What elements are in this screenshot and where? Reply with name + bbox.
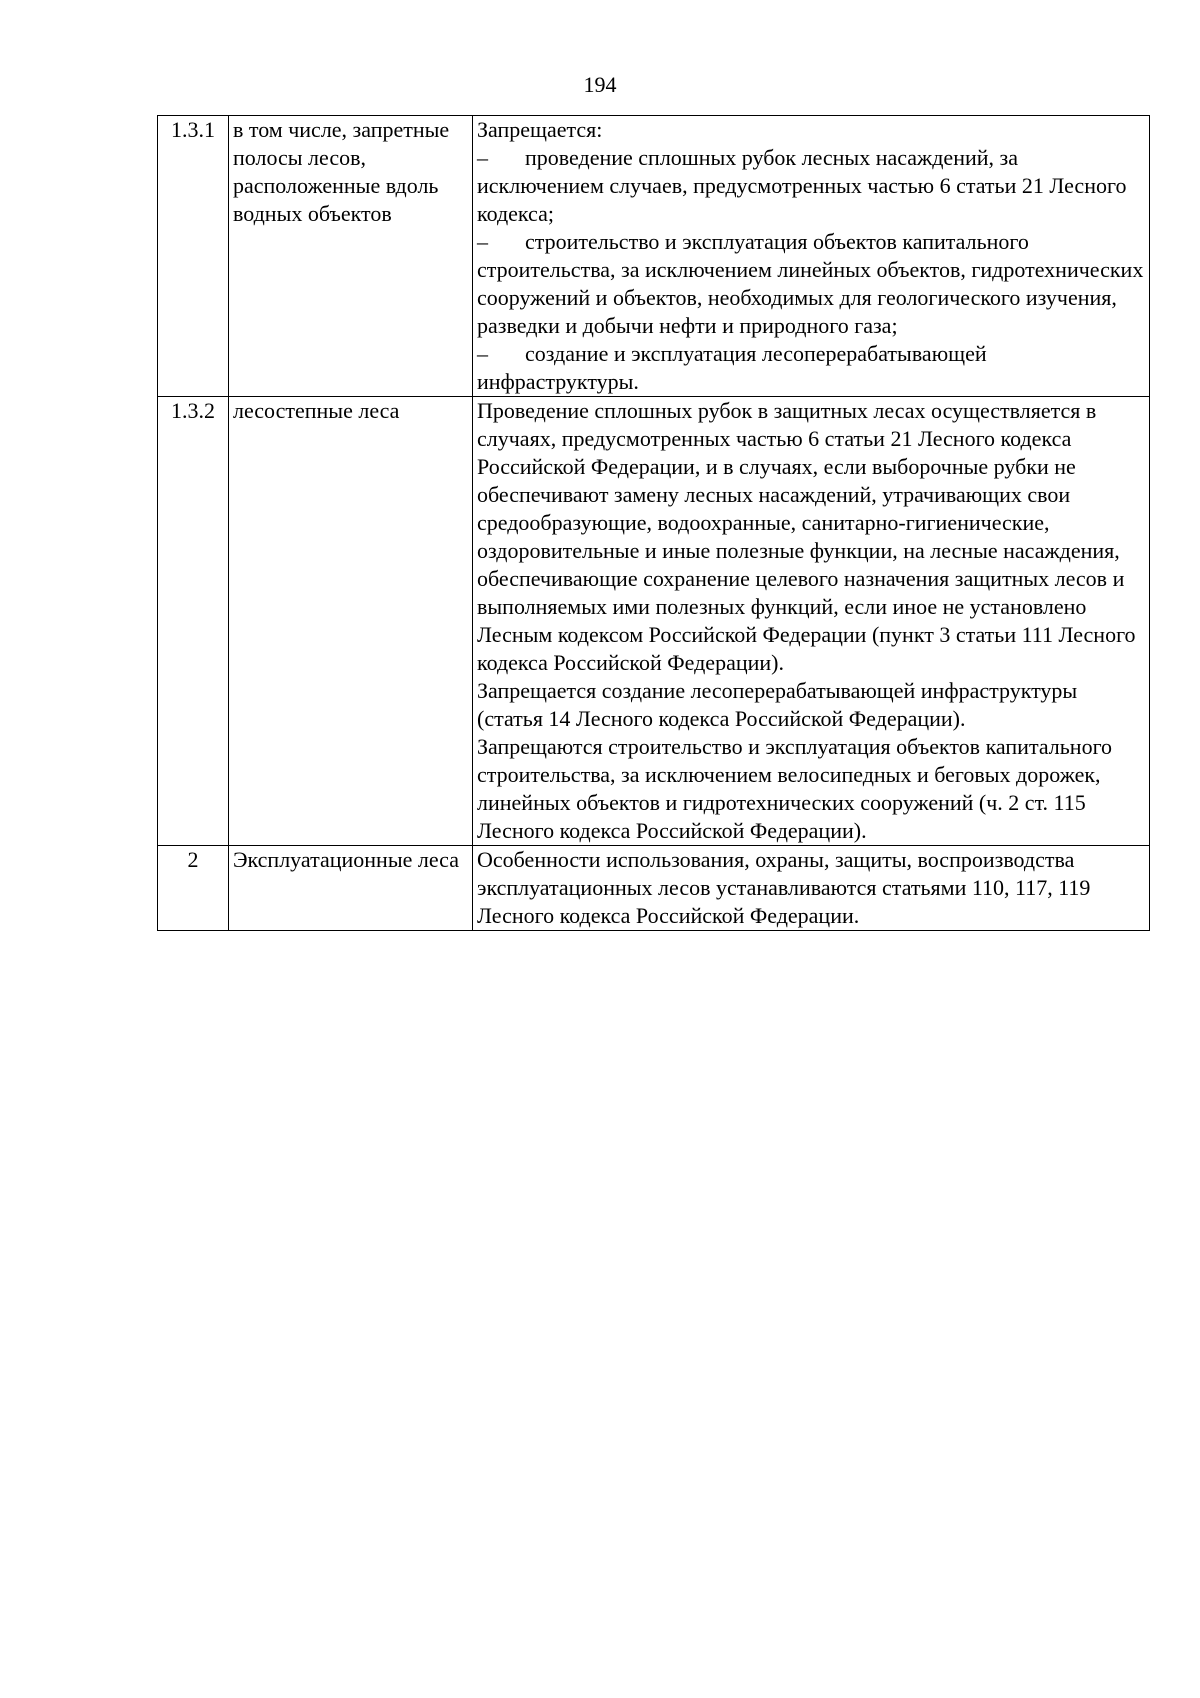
dash-marker: – (477, 229, 488, 254)
regulation-text (473, 846, 1150, 931)
regulation-text (473, 116, 1150, 397)
forest-category-name: лесостепные леса (229, 397, 473, 846)
regulation-text (473, 397, 1150, 846)
forest-regulations-table (157, 115, 1150, 931)
table-row (158, 846, 1150, 931)
table-row (158, 397, 1150, 846)
bullet-text: создание и эксплуатация лесоперерабатывающей инфраструктуры. (477, 341, 987, 394)
row-number: 1.3.2 (158, 397, 229, 846)
regulation-bullet (477, 228, 1145, 340)
dash-marker: – (477, 341, 488, 366)
row-number: 1.3.1 (158, 116, 229, 397)
dash-marker: – (477, 145, 488, 170)
table-row (158, 116, 1150, 397)
row-number: 2 (158, 846, 229, 931)
forest-category-name: в том числе, запретные полосы лесов, расположенные вдоль водных объектов (229, 116, 473, 397)
regulation-paragraph: Запрещаются строительство и эксплуатация объектов капитального строительства, за исключением велосипедных и беговых дорожек, линейных объектов и гидротехнических сооружений (ч. 2 ст. 115 Лесного кодекса Российской Федерации). (477, 734, 1113, 843)
page-number: 194 (583, 72, 617, 97)
forest-category-name: Эксплуатационные леса (229, 846, 473, 931)
regulation-paragraph: Запрещается создание лесоперерабатывающей инфраструктуры (статья 14 Лесного кодекса Российской Федерации). (477, 678, 1078, 731)
regulation-intro: Запрещается: (477, 117, 603, 142)
bullet-text: проведение сплошных рубок лесных насаждений, за исключением случаев, предусмотренных частью 6 статьи 21 Лесного кодекса; (477, 145, 1127, 226)
regulation-paragraph: Особенности использования, охраны, защиты, воспроизводства эксплуатационных лесов устанавливаются статьями 110, 117, 119 Лесного кодекса Российской Федерации. (477, 847, 1091, 928)
regulation-bullet (477, 144, 1145, 228)
regulation-bullet (477, 340, 1145, 396)
bullet-text: строительство и эксплуатация объектов капитального строительства, за исключением линейных объектов, гидротехнических сооружений и объектов, необходимых для геологического изучения, разведки и добычи нефти и природного газа; (477, 229, 1144, 338)
regulation-paragraph: Проведение сплошных рубок в защитных лесах осуществляется в случаях, предусмотренных частью 6 статьи 21 Лесного кодекса Российской Федерации, и в случаях, если выборочные рубки не обеспечивают замену лесных насаждений, утрачивающих свои средообразующие, водоохранные, санитарно-гигиенические, оздоровительные и иные полезные функции, на лесные насаждения, обеспечивающие сохранение целевого назначения защитных лесов и выполняемых ими полезных функций, если иное не установлено Лесным кодексом Российской Федерации (пункт 3 статьи 111 Лесного кодекса Российской Федерации). (477, 398, 1136, 675)
